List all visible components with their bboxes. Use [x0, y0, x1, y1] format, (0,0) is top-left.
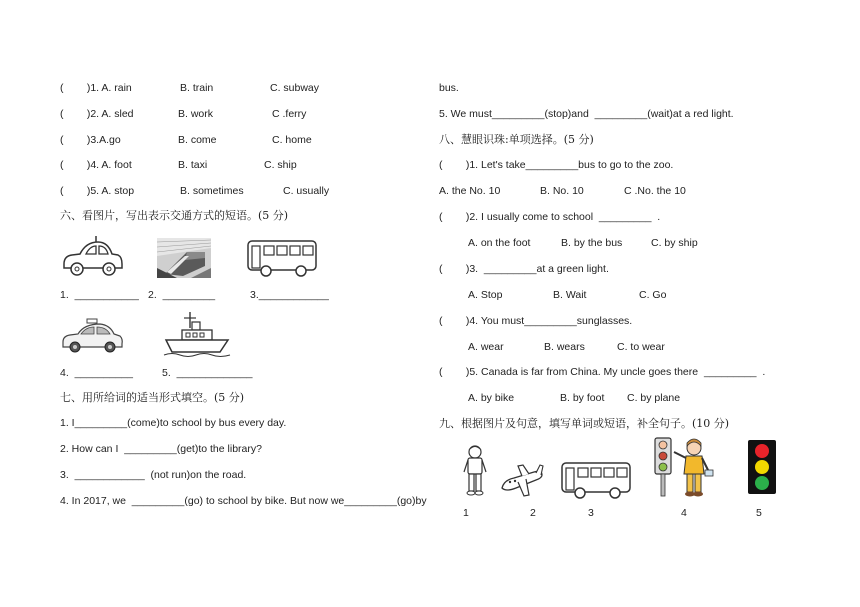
section-7-title: 七、用所给词的适当形式填空。(5 分)	[60, 391, 245, 404]
answer-5: 5. _____________	[162, 367, 253, 379]
picture-number-4: 4	[681, 507, 687, 519]
option-b: B. taxi	[178, 159, 208, 171]
bus-icon	[246, 238, 318, 278]
option-c: C. ship	[264, 159, 297, 171]
car-icon	[60, 234, 124, 280]
option-c: C. home	[272, 134, 312, 146]
answer-3: 3.____________	[250, 289, 329, 301]
section-9-title: 九、根据图片及句意，填写单词或短语，补全句子。(10 分)	[439, 417, 730, 430]
choice-1-option-c: C .No. the 10	[624, 185, 686, 197]
ship-icon	[162, 310, 232, 358]
option-b: B. train	[180, 82, 214, 94]
option-b: B. come	[178, 134, 217, 146]
section-8-title: 八、慧眼识珠:单项选择。(5 分)	[439, 133, 594, 146]
choice-4-option-b: B. wears	[544, 341, 585, 353]
fill-line-5: 5. We must_________(stop)and _________(wait)at a red light.	[439, 108, 734, 120]
choice-4-option-c: C. to wear	[617, 341, 665, 353]
choice-1-option-b: B. No. 10	[540, 185, 584, 197]
choice-question-3: ( )3. _________at a green light.	[439, 263, 609, 275]
fill-line-4: 4. In 2017, we _________(go) to school by bike. But now we_________(go)by	[60, 495, 427, 507]
traffic-light-icon	[746, 438, 778, 496]
option-c: C. subway	[270, 82, 320, 94]
section-6-title: 六、看图片，写出表示交通方式的短语。(5 分)	[60, 209, 289, 222]
option-c: C. usually	[283, 185, 330, 197]
picture-number-2: 2	[530, 507, 536, 519]
answer-2: 2. _________	[148, 289, 216, 301]
choice-2-option-b: B. by the bus	[561, 237, 623, 249]
picture-number-3: 3	[588, 507, 594, 519]
choice-3-option-b: B. Wait	[553, 289, 587, 301]
choice-5-option-b: B. by foot	[560, 392, 605, 404]
answer-1: 1. ___________	[60, 289, 139, 301]
fill-line-3: 3. ____________ (not run)on the road.	[60, 469, 247, 481]
answer-4: 4. __________	[60, 367, 133, 379]
fill-line-1: 1. I_________(come)to school by bus every day.	[60, 417, 287, 429]
bus-icon	[560, 460, 632, 500]
picture-number-1: 1	[463, 507, 469, 519]
choice-3-option-a: A. Stop	[468, 289, 503, 301]
choice-2-option-a: A. on the foot	[468, 237, 531, 249]
question-5: ( )5. A. stop	[60, 185, 135, 197]
picture-number-5: 5	[756, 507, 762, 519]
taxi-icon	[60, 316, 124, 356]
question-1: ( )1. A. rain	[60, 82, 132, 94]
choice-2-option-c: C. by ship	[651, 237, 698, 249]
question-4: ( )4. A. foot	[60, 159, 132, 171]
question-3: ( )3.A.go	[60, 134, 121, 146]
option-c: C .ferry	[272, 108, 307, 120]
choice-4-option-a: A. wear	[468, 341, 504, 353]
plane-icon	[500, 462, 544, 500]
walking-boy-icon	[462, 444, 488, 498]
choice-question-5: ( )5. Canada is far from China. My uncle goes there _________ .	[439, 366, 766, 378]
choice-5-option-c: C. by plane	[627, 392, 681, 404]
choice-1-option-a: A. the No. 10	[439, 185, 501, 197]
subway-icon	[157, 238, 211, 278]
question-2: ( )2. A. sled	[60, 108, 134, 120]
choice-5-option-a: A. by bike	[468, 392, 515, 404]
choice-3-option-c: C. Go	[639, 289, 667, 301]
fill-line-2: 2. How can I _________(get)to the library?	[60, 443, 262, 455]
fill-line-4-continued: bus.	[439, 82, 459, 94]
choice-question-2: ( )2. I usually come to school _________ .	[439, 211, 661, 223]
choice-question-1: ( )1. Let's take_________bus to go to the zoo.	[439, 159, 674, 171]
traffic-light-boy-icon	[648, 436, 720, 498]
choice-question-4: ( )4. You must_________sunglasses.	[439, 315, 633, 327]
option-b: B. work	[178, 108, 214, 120]
option-b: B. sometimes	[180, 185, 244, 197]
